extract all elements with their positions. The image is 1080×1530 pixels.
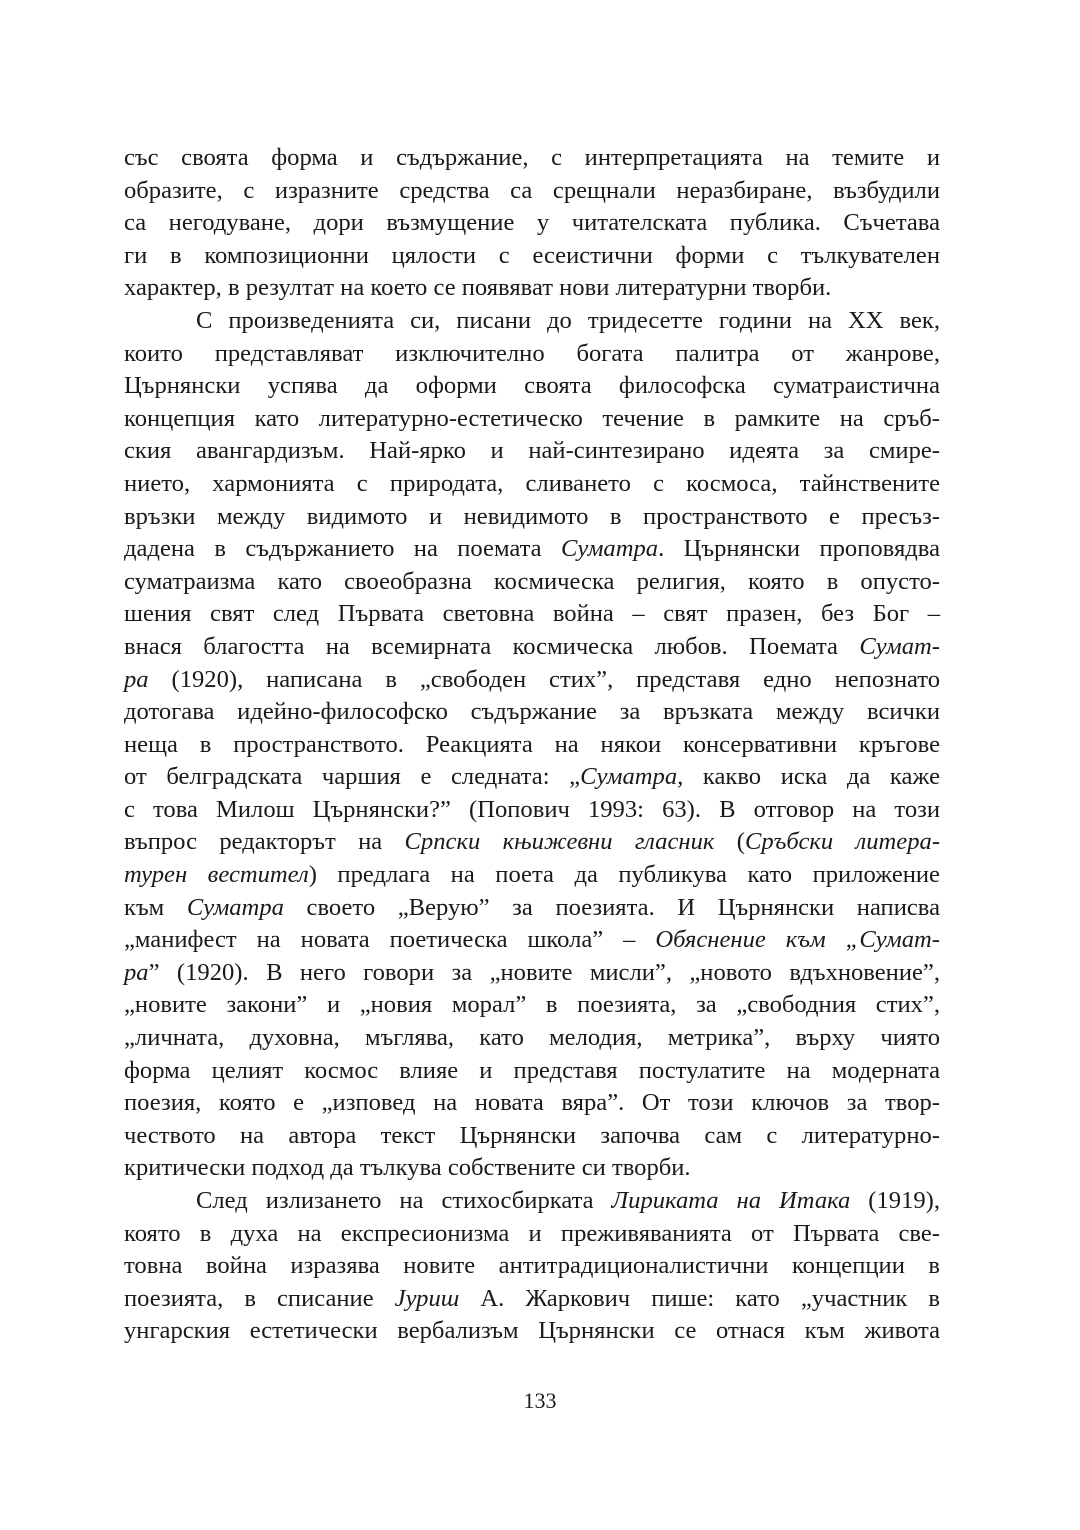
text-run: чеството на автора текст Църнянски започва сам с литературно- xyxy=(124,1121,940,1149)
text-run: шения свят след Първата световна война – свят празен, без Бог – xyxy=(124,600,940,628)
text-run: Църнянски успява да оформи своята философска суматраистична xyxy=(124,372,940,400)
text-line xyxy=(124,924,940,957)
text-line xyxy=(124,501,940,534)
italic-title: турен вестител xyxy=(124,861,309,889)
text-run: След излизането на стихосбирката xyxy=(196,1187,612,1214)
italic-title: Српски књижевни гласник xyxy=(404,828,715,856)
text-line xyxy=(124,435,940,468)
paragraph xyxy=(124,1185,940,1348)
text-line xyxy=(124,1022,940,1055)
text-line xyxy=(124,826,940,859)
text-line xyxy=(124,729,940,762)
text-line xyxy=(124,305,940,338)
text-line xyxy=(124,175,940,208)
text-line xyxy=(124,1283,940,1316)
text-run: своето „Верую” за поезията. И Църнянски написва xyxy=(283,893,940,921)
text-line xyxy=(124,1087,940,1120)
text-run: С произведенията си, писани до тридесетте години на XX век, xyxy=(196,306,940,334)
text-run: суматраизма като своеобразна космическа религия, която в опусто- xyxy=(124,567,940,595)
text-line xyxy=(124,403,940,436)
text-line xyxy=(124,957,940,990)
text-run: които представляват изключително богата палитра от жанрове, xyxy=(124,339,940,367)
text-line xyxy=(124,533,940,566)
text-run: образите, с изразните средства са срещнали неразбиране, възбудили xyxy=(124,176,940,204)
text-run: с това Милош Църнянски?” (Попович 1993: 63). В отговор на този xyxy=(124,795,940,823)
text-run: товна война изразява новите антитрадиционалистични концепции в xyxy=(124,1252,940,1280)
text-line xyxy=(124,468,940,501)
text-run: поезия, която е „изповед на новата вяра”. От този ключов за твор- xyxy=(124,1089,940,1117)
text-line xyxy=(124,1120,940,1153)
text-line xyxy=(124,892,940,925)
text-run: от белградската чаршия е следната: „ xyxy=(124,763,581,791)
text-line xyxy=(124,696,940,729)
text-line xyxy=(124,1315,940,1348)
text-line xyxy=(124,1250,940,1283)
text-run: характер, в резултат на което се появяват нови литературни творби. xyxy=(124,274,832,302)
text-line xyxy=(124,1055,940,1088)
text-line xyxy=(124,664,940,697)
text-run: със своята форма и съдържание, с интерпретацията на темите и xyxy=(124,144,940,171)
italic-title: Суматра xyxy=(186,893,284,921)
paragraph xyxy=(124,305,940,1185)
text-line xyxy=(124,207,940,240)
text-line xyxy=(124,566,940,599)
text-run: . Църнянски проповядва xyxy=(658,535,940,563)
text-run: нието, хармонията с природата, сливането с космоса, тайнствените xyxy=(124,469,940,497)
page-number: 133 xyxy=(523,1388,557,1413)
text-line xyxy=(124,370,940,403)
text-run: внася благостта на всемирната космическа любов. Поемата xyxy=(124,632,860,660)
italic-title: Суматра xyxy=(561,535,659,563)
italic-title: ра xyxy=(124,665,149,693)
text-run: въпрос редакторът на xyxy=(124,828,405,856)
text-line xyxy=(124,794,940,827)
text-run: към xyxy=(124,893,187,921)
text-line xyxy=(124,859,940,892)
text-run: поезията, в списание xyxy=(124,1284,395,1312)
text-run: форма целият космос влияе и представя постулатите на модерната xyxy=(124,1056,940,1084)
text-line xyxy=(124,598,940,631)
body-text xyxy=(124,142,940,1348)
text-run: (1920), написана в „свободен стих”, представя едно непознато xyxy=(148,665,940,693)
italic-title: ра xyxy=(124,958,149,986)
text-run: концепция като литературно-естетическо течение в рамките на сръб- xyxy=(124,404,940,432)
italic-title: Сръбски литера- xyxy=(744,828,941,856)
text-run: дотогава идейно-философско съдържание за връзката между всички xyxy=(124,698,940,726)
text-run: унгарския естетически вербализъм Църнянски се отнася към живота xyxy=(124,1317,940,1345)
text-run: А. Жаркович пише: като „участник в xyxy=(459,1284,940,1312)
paragraph xyxy=(124,142,940,305)
text-run: ) предлага на поета да публикува като приложение xyxy=(308,861,940,889)
text-run: „новите закони” и „новия морал” в поезията, за „свободния стих”, xyxy=(124,991,940,1019)
text-line xyxy=(124,1185,940,1218)
text-run: ” (1920). В него говори за „новите мисли”, „новото вдъхновение”, xyxy=(148,958,940,986)
italic-title: Лириката на Итака xyxy=(611,1187,851,1214)
text-run: ( xyxy=(714,828,745,856)
text-run: ския авангардизъм. Най-ярко и най-синтезирано идеята за смире- xyxy=(124,437,940,465)
italic-title: Суматра, xyxy=(580,763,684,791)
text-run: „манифест на новата поетическа школа” – xyxy=(124,926,656,954)
text-run: „личната, духовна, мъглява, като мелодия, метрика”, върху чиято xyxy=(124,1024,940,1052)
text-run: са негодуване, дори възмущение у читателската публика. Съчетава xyxy=(124,209,940,237)
text-line xyxy=(124,631,940,664)
text-line xyxy=(124,989,940,1022)
text-line xyxy=(124,142,940,175)
italic-title: Сумат- xyxy=(859,632,940,660)
text-run: ги в композиционни цялости с есеистични форми с тълкувателен xyxy=(124,241,940,269)
text-line xyxy=(124,1152,940,1185)
text-run: дадена в съдържанието на поемата xyxy=(124,535,561,563)
text-line xyxy=(124,761,940,794)
text-run: критически подход да тълкува собствените си творби. xyxy=(124,1154,691,1182)
text-run: връзки между видимото и невидимото в пространството е пресъз- xyxy=(124,502,940,530)
text-line xyxy=(124,272,940,305)
text-line xyxy=(124,240,940,273)
italic-title: Обяснение към „Сумат- xyxy=(655,926,940,954)
text-run: която в духа на експресионизма и преживяванията от Първата све- xyxy=(124,1219,940,1247)
text-run: (1919), xyxy=(850,1187,940,1214)
italic-title: Јуриш xyxy=(394,1284,460,1312)
text-line xyxy=(124,338,940,371)
text-run: неща в пространството. Реакцията на някои консервативни кръгове xyxy=(124,730,940,758)
text-run: какво иска да каже xyxy=(683,763,940,791)
text-line xyxy=(124,1218,940,1251)
